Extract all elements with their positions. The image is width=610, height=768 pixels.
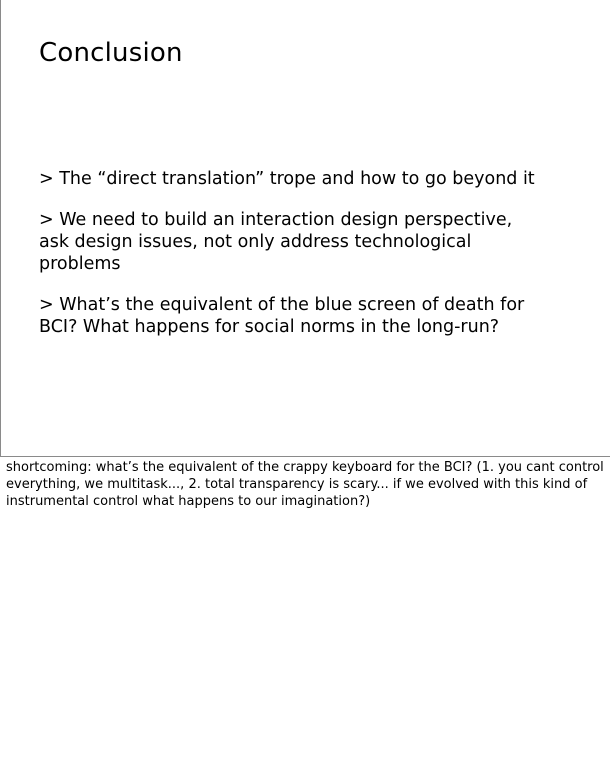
speaker-notes: shortcoming: what’s the equivalent of the crappy keyboard for the BCI? (1. you cant control everything, we multitask..., 2. total transparency is scary... if we evolved with this kind of instrumental control what happens to our imagination?) — [6, 460, 604, 509]
bullet-list — [39, 168, 539, 357]
bullet-item: > The “direct translation” trope and how to go beyond it — [39, 169, 535, 189]
bullet-item: > What’s the equivalent of the blue screen of death for BCI? What happens for social norms in the long-run? — [39, 295, 525, 337]
slide-title: Conclusion — [39, 38, 183, 68]
bullet-item: > We need to build an interaction design perspective, ask design issues, not only address technological problems — [39, 210, 513, 274]
